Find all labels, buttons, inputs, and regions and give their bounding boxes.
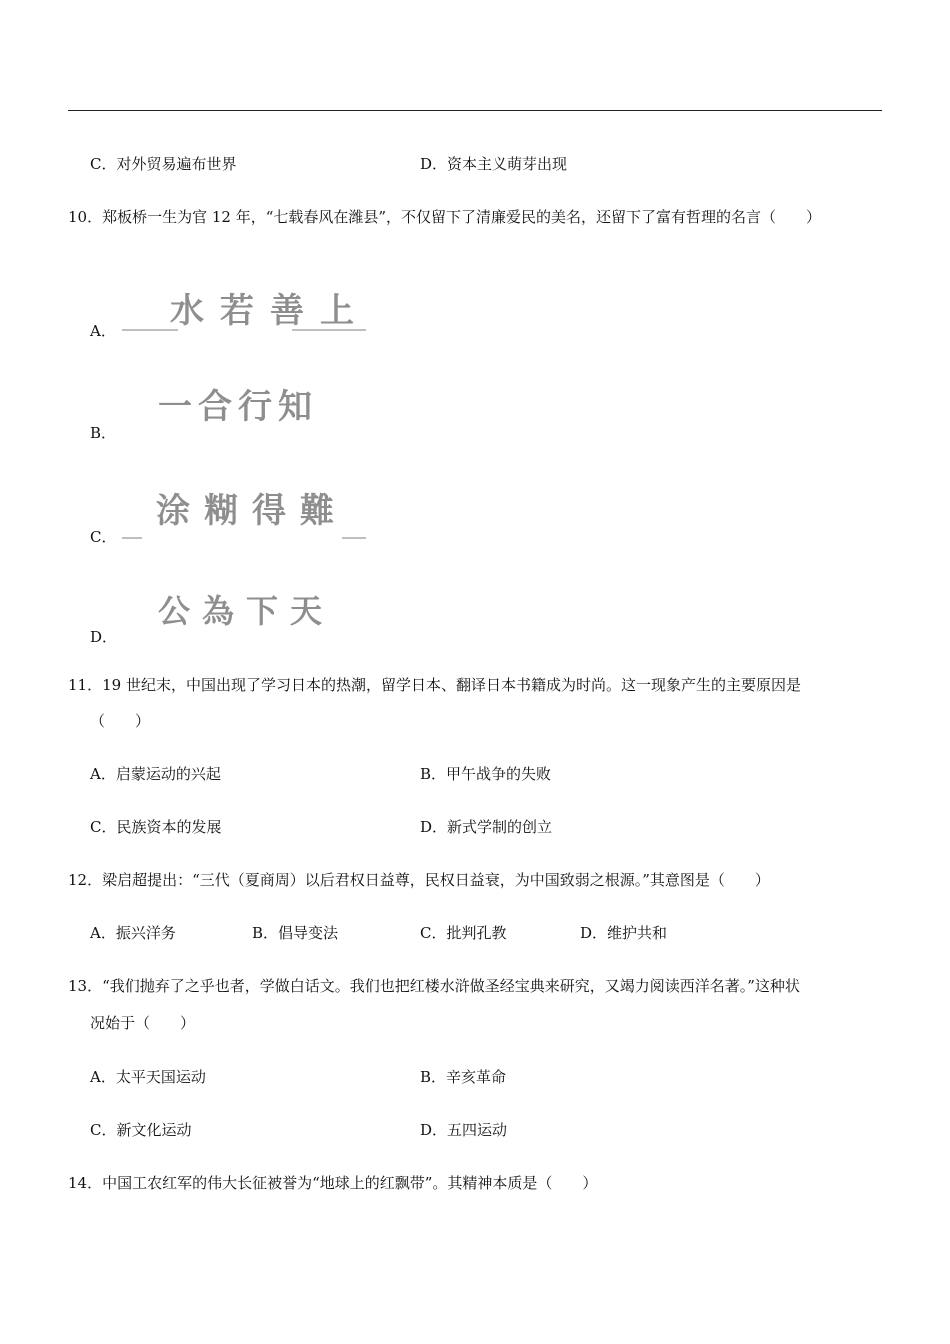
q13-option-b: B．辛亥革命 [420, 1068, 507, 1086]
q10-option-c-label: C． [90, 528, 117, 546]
q13-stem-line1: 13．“我们抛弃了之乎也者，学做白话文。我们也把红楼水浒做圣经宝典来研究，又竭力阅读西洋名著。”这种状 [68, 977, 800, 995]
header-rule [68, 110, 882, 111]
q10-option-c-calligraphy-image [120, 480, 370, 545]
q10-stem: 10．郑板桥一生为官 12 年，“七载春风在潍县”，不仅留下了清廉爱民的美名，还留下了富有哲理的名言（ ） [68, 208, 822, 226]
q12-option-d: D．维护共和 [580, 924, 668, 942]
q13-stem-line2: 况始于（ ） [90, 1014, 196, 1032]
q10-option-a-label: A． [90, 322, 116, 340]
q12-option-b: B．倡导变法 [252, 924, 339, 942]
q13-option-d: D．五四运动 [420, 1121, 508, 1139]
q10-option-a-calligraphy-text: 水若善上 [170, 291, 370, 331]
q11-option-c: C．民族资本的发展 [90, 818, 222, 836]
q9-option-c: C．对外贸易遍布世界 [90, 155, 237, 173]
q9-option-d: D．资本主义萌芽出现 [420, 155, 568, 173]
q10-option-b-calligraphy-text: 一合行知 [158, 387, 318, 427]
q10-option-d-calligraphy-image [150, 585, 335, 635]
q10-option-d-calligraphy-text: 公為下天 [158, 592, 335, 630]
q10-option-b-calligraphy-image [150, 380, 330, 430]
q10-option-a-calligraphy-image [120, 282, 370, 342]
q12-option-c: C．批判孔教 [420, 924, 507, 942]
q10-option-c-calligraphy-text: 涂糊得難 [156, 491, 348, 531]
q11-option-a: A．启蒙运动的兴起 [90, 765, 221, 783]
q10-option-d-label: D． [90, 628, 118, 646]
q10-option-b-label: B． [90, 424, 117, 442]
q13-option-c: C．新文化运动 [90, 1121, 192, 1139]
q11-option-b: B．甲午战争的失败 [420, 765, 552, 783]
q12-option-a: A．振兴洋务 [90, 924, 176, 942]
q11-option-d: D．新式学制的创立 [420, 818, 553, 836]
q14-stem: 14．中国工农红军的伟大长征被誉为“地球上的红飘带”。其精神本质是（ ） [68, 1174, 598, 1192]
q13-option-a: A．太平天国运动 [90, 1068, 206, 1086]
q11-stem-line1: 11．19 世纪末，中国出现了学习日本的热潮，留学日本、翻译日本书籍成为时尚。这一现象产生的主要原因是 [68, 676, 801, 694]
q12-stem: 12．梁启超提出：“三代（夏商周）以后君权日益尊，民权日益衰，为中国致弱之根源。”其意图是（ ） [68, 871, 770, 889]
q11-stem-line2: （ ） [90, 712, 151, 730]
